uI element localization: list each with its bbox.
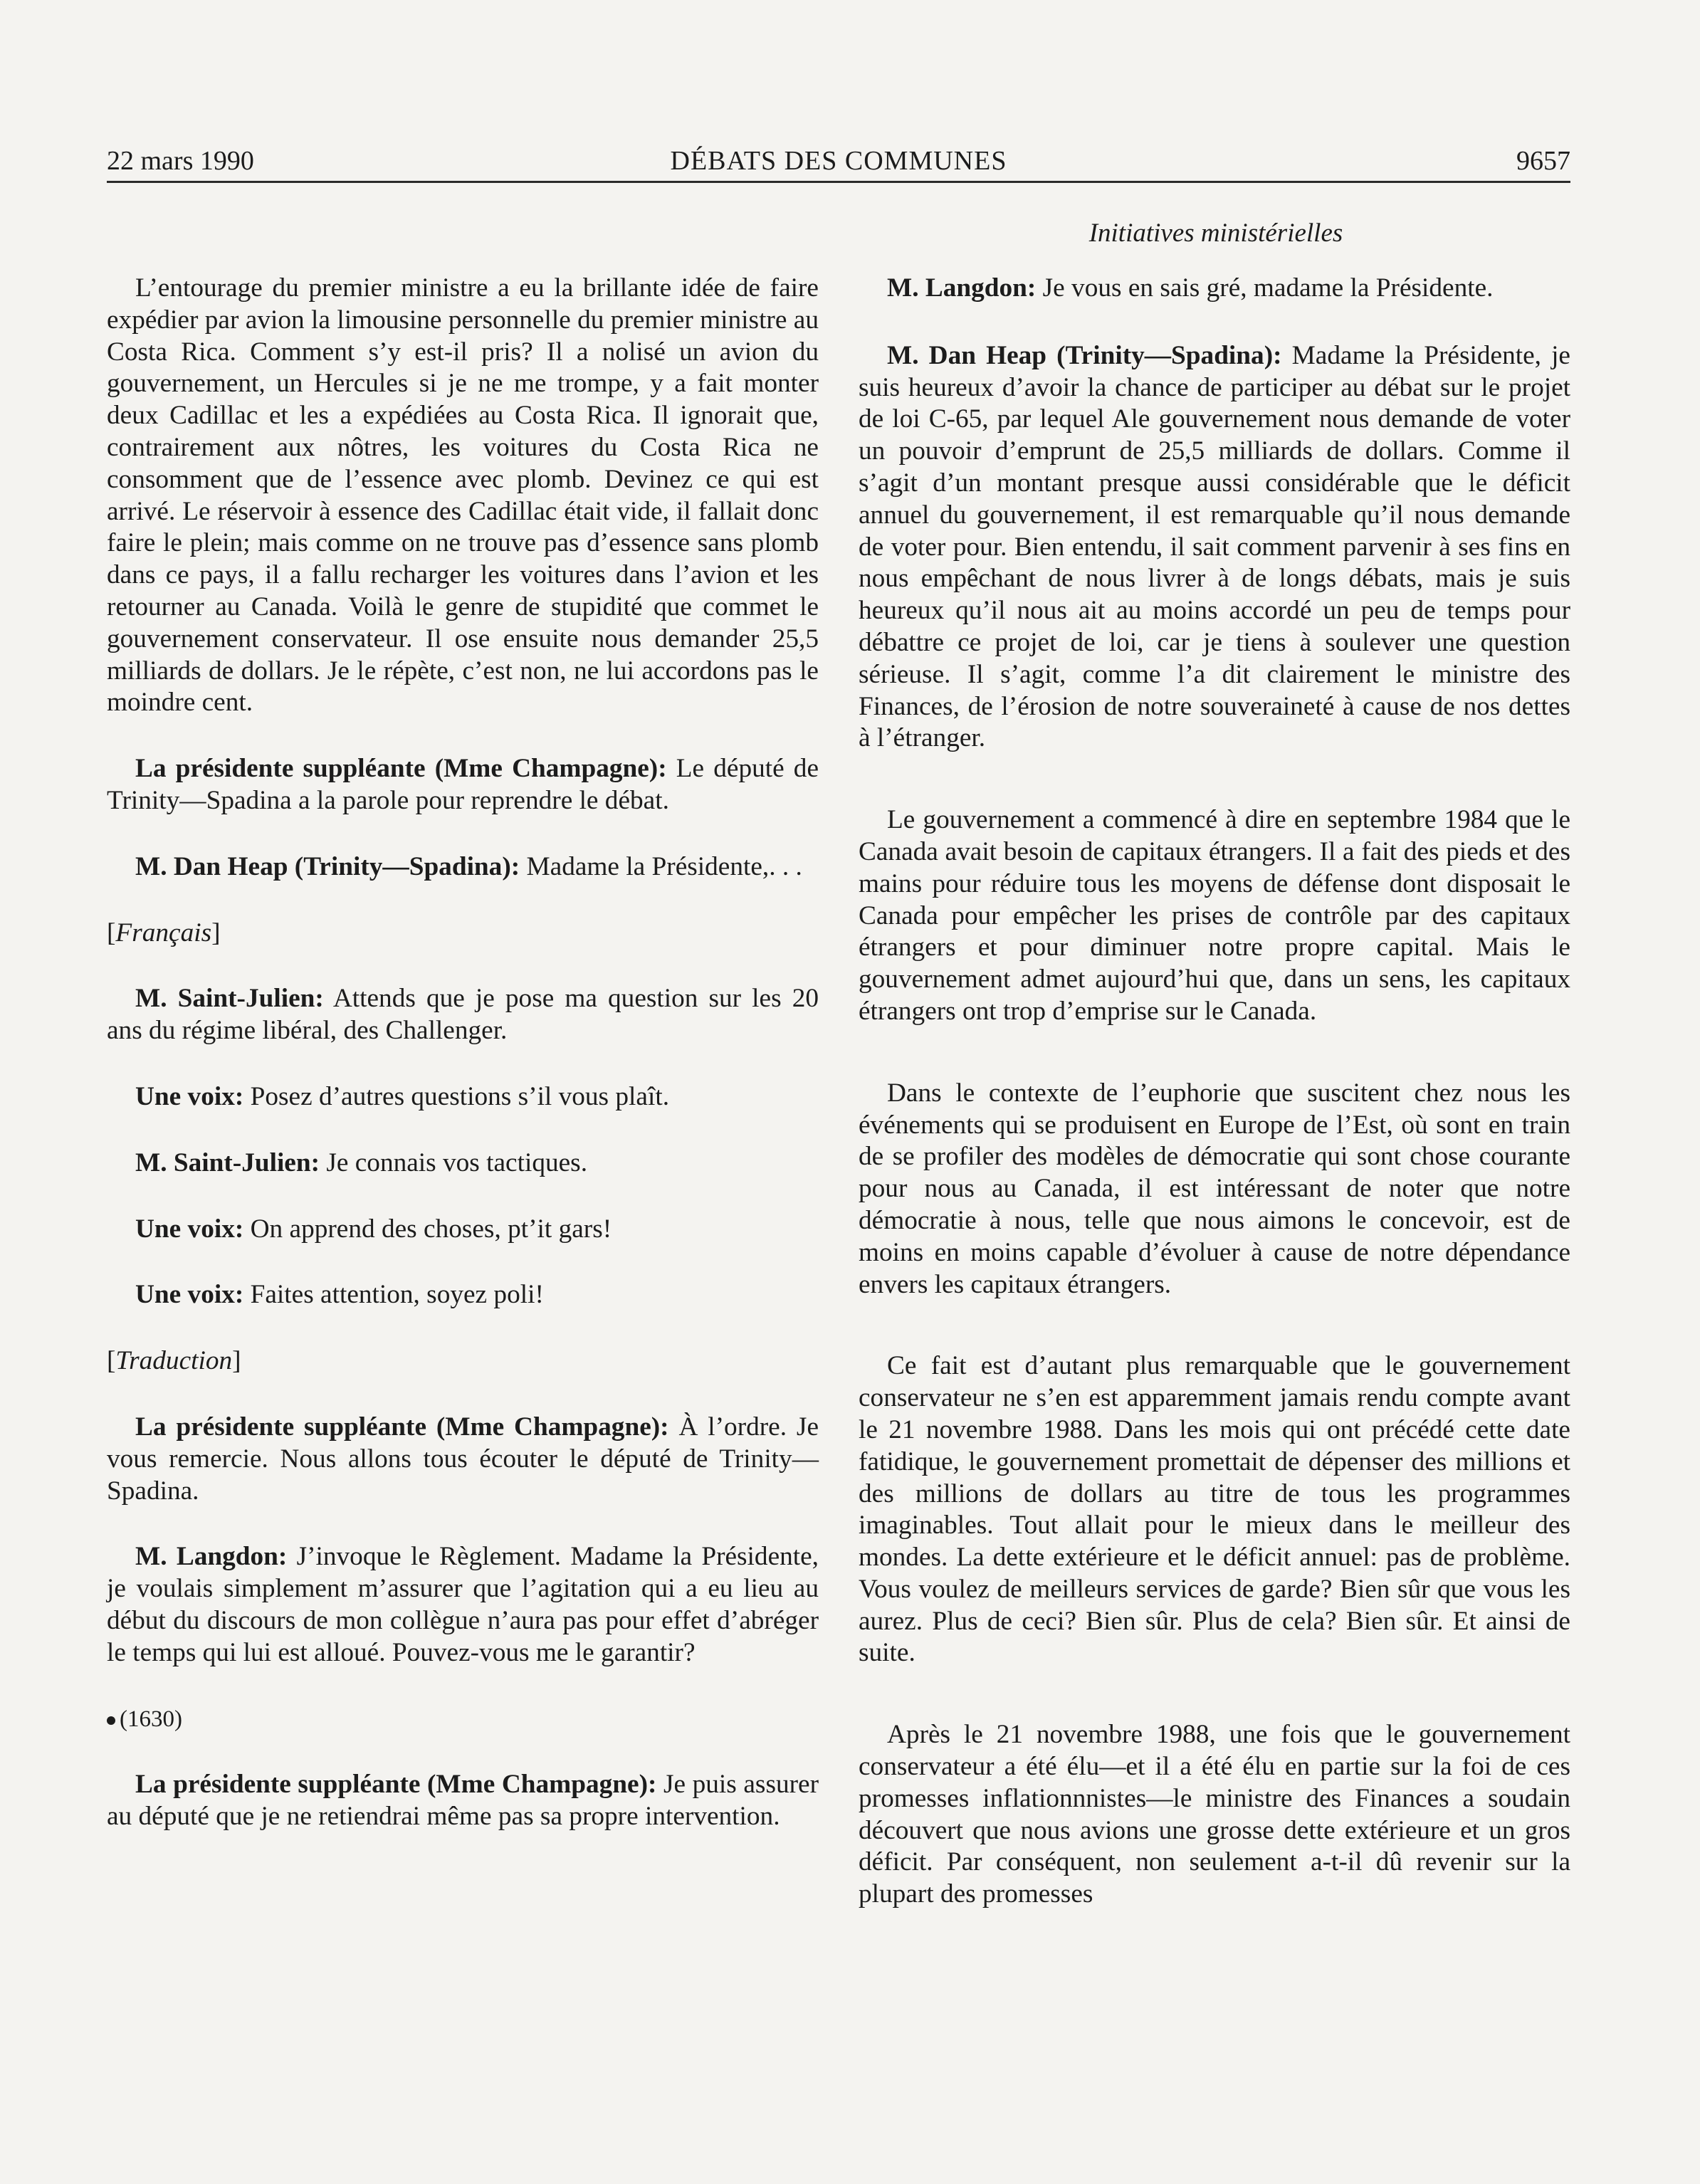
speaker-name: M. Saint-Julien:: [135, 984, 324, 1014]
speaker-name: La présidente suppléante (Mme Champagne):: [135, 754, 667, 784]
speech-text: J’invoque le Règlement. Madame la Présidente, je voulais simplement m’assurer que l’agitation qui a eu lieu au début du discours de mon collègue n’aura pas pour effet d’abréger le temps qui lui est alloué. Pouvez-vous me le garantir?: [107, 1542, 819, 1667]
speaker-name: M. Dan Heap (Trinity—Spadina):: [135, 851, 520, 881]
language-tag-text: Français: [115, 918, 212, 947]
speech: [859, 340, 1570, 755]
bullet-icon: [107, 1716, 115, 1725]
speech-text: Faites attention, soyez poli!: [243, 1280, 544, 1310]
speech-text: Je vous en sais gré, madame la Présidente.: [1036, 273, 1494, 303]
language-tag: [Français]: [107, 918, 221, 947]
header-title: DÉBATS DES COMMUNES: [670, 146, 1007, 176]
time-marker-text: (1630): [120, 1706, 182, 1732]
speech-text: Le député de Trinity—Spadina a la parole pour reprendre le débat.: [107, 754, 819, 815]
paragraph: L’entourage du premier ministre a eu la brillante idée de faire expédier par avion la limousine personnelle du premier ministre au Costa Rica. Comment s’y est-il pris? Il a nolisé un avion du gouvernement, un Hercules si je ne me trompe, y a fait monter deux Cadillac et les a expédiées au Costa Rica. Il ignorait que, contrairement aux nôtres, les voitures du Costa Rica ne consomment que de l’essence avec plomb. Devinez ce qui est arrivé. Le réservoir à essence des Cadillac était vide, il fallait donc faire le plein; mais comme on ne trouve pas d’essence sans plomb dans ce pays, il a fallu recharger les voitures dans l’avion et les retourner au Canada. Voilà le genre de stupidité que commet le gouvernement conservateur. Il ose ensuite nous demander 25,5 milliards de dollars. Je le répète, c’est non, ne lui accordons pas le moindre cent.: [107, 273, 819, 718]
paragraph: Dans le contexte de l’euphorie que suscitent chez nous les événements qui se produisent en Europe de l’Est, où sont en train de se profiler des modèles de démocratie qui sont chose courante pour nous au Canada, il est intéressant de noter que notre démocratie à nous, telle que nous aimons le concevoir, est de moins en moins capable d’évoluer à cause de notre dépendance envers les capitaux étrangers.: [859, 1078, 1570, 1299]
speaker-name: Une voix:: [135, 1214, 244, 1244]
speech: [107, 753, 819, 817]
header-date: 22 mars 1990: [107, 146, 254, 176]
language-tag-text: Traduction: [115, 1346, 233, 1376]
speech-text: Madame la Présidente, je suis heureux d’avoir la chance de participer au débat sur le projet de loi C-65, par lequel Ale gouvernement nous demande de voter un pouvoir d’emprunt de 25,5 milliards de dollars. Comme il s’agit d’un montant presque aussi considérable que le déficit annuel du gouvernement, il est remarquable qu’il nous demande de voter pour. Bien entendu, il sait comment parvenir à ses fins en nous empêchant de nous livrer à de longs débats, mais je suis heureux qu’il nous ait au moins accordé un peu de temps pour débattre ce projet de loi, car je tiens à soulever une question sérieuse. Il s’agit, comme l’a dit clairement le ministre des Finances, de l’érosion de notre souveraineté à cause de nos dettes à l’étranger.: [859, 340, 1570, 753]
speaker-name: M. Langdon:: [887, 273, 1037, 303]
speaker-name: Une voix:: [135, 1081, 244, 1111]
speech: [107, 1081, 819, 1113]
left-column: [107, 273, 819, 1833]
speaker-name: M. Dan Heap (Trinity—Spadina):: [887, 340, 1282, 370]
speech: [107, 1214, 819, 1246]
speech: [859, 273, 1570, 305]
page-header: [107, 141, 1570, 183]
speech: [107, 1279, 819, 1311]
speech: [107, 1541, 819, 1669]
speech-text: Je connais vos tactiques.: [320, 1148, 588, 1177]
paragraph: Après le 21 novembre 1988, une fois que le gouvernement conservateur a été élu—et il a été élu en partie sur la foi de ces promesses inflationnnistes—le ministre des Finances a soudain découvert que nous avions une grosse dette extérieure et un gros déficit. Par conséquent, non seulement a-t-il dû revenir sur la plupart des promesses: [859, 1720, 1570, 1909]
time-marker: [107, 1703, 819, 1736]
speech: [107, 1412, 819, 1507]
speaker-name: M. Saint-Julien:: [135, 1148, 320, 1177]
speaker-name: La présidente suppléante (Mme Champagne):: [135, 1770, 657, 1800]
speech-text: On apprend des choses, pt’it gars!: [243, 1214, 612, 1244]
speaker-name: M. Langdon:: [135, 1542, 288, 1572]
page-number: 9657: [1516, 146, 1570, 176]
speech-text: Posez d’autres questions s’il vous plaît.: [243, 1081, 670, 1111]
speech: [107, 851, 819, 883]
paragraph: Ce fait est d’autant plus remarquable que le gouvernement conservateur ne s’en est apparemment jamais rendu compte avant le 21 novembre 1988. Dans les mois qui ont précédé cette date fatidique, le gouvernement promettait de dépenser des millions et des millions de dollars au titre de tous les programmes imaginables. Tout allait pour le mieux dans le meilleur des mondes. La dette extérieure et le déficit annuel: pas de problème. Vous voulez de meilleurs services de garde? Bien sûr que vous les aurez. Plus de ceci? Bien sûr. Plus de cela? Bien sûr. Et ainsi de suite.: [859, 1351, 1570, 1668]
speaker-name: La présidente suppléante (Mme Champagne):: [135, 1412, 669, 1442]
language-tag: [Traduction]: [107, 1346, 241, 1376]
speaker-name: Une voix:: [135, 1280, 244, 1310]
speech-text: Je puis assurer au député que je ne retiendrai même pas sa propre intervention.: [107, 1770, 819, 1832]
speech: [107, 1148, 819, 1180]
paragraph: Le gouvernement a commencé à dire en septembre 1984 que le Canada avait besoin de capitaux étrangers. Il a fait des pieds et des mains pour réduire tous les moyens de défense dont disposait le Canada pour empêcher les prises de contrôle par des capitaux étrangers et pour diminuer notre propre capital. Mais le gouvernement admet aujourd’hui que, dans un sens, les capitaux étrangers ont trop d’emprise sur le Canada.: [859, 805, 1570, 1026]
right-column: [859, 273, 1570, 1911]
speech-text: À l’ordre. Je vous remercie. Nous allons tous écouter le député de Trinity—Spadina.: [107, 1412, 819, 1506]
speech-text: Madame la Présidente,. . .: [520, 851, 802, 881]
speech: [107, 983, 819, 1047]
speech-text: Attends que je pose ma question sur les 20 ans du régime libéral, des Challenger.: [107, 984, 819, 1046]
speech: [107, 1769, 819, 1833]
section-title: Initiatives ministérielles: [1088, 219, 1343, 248]
